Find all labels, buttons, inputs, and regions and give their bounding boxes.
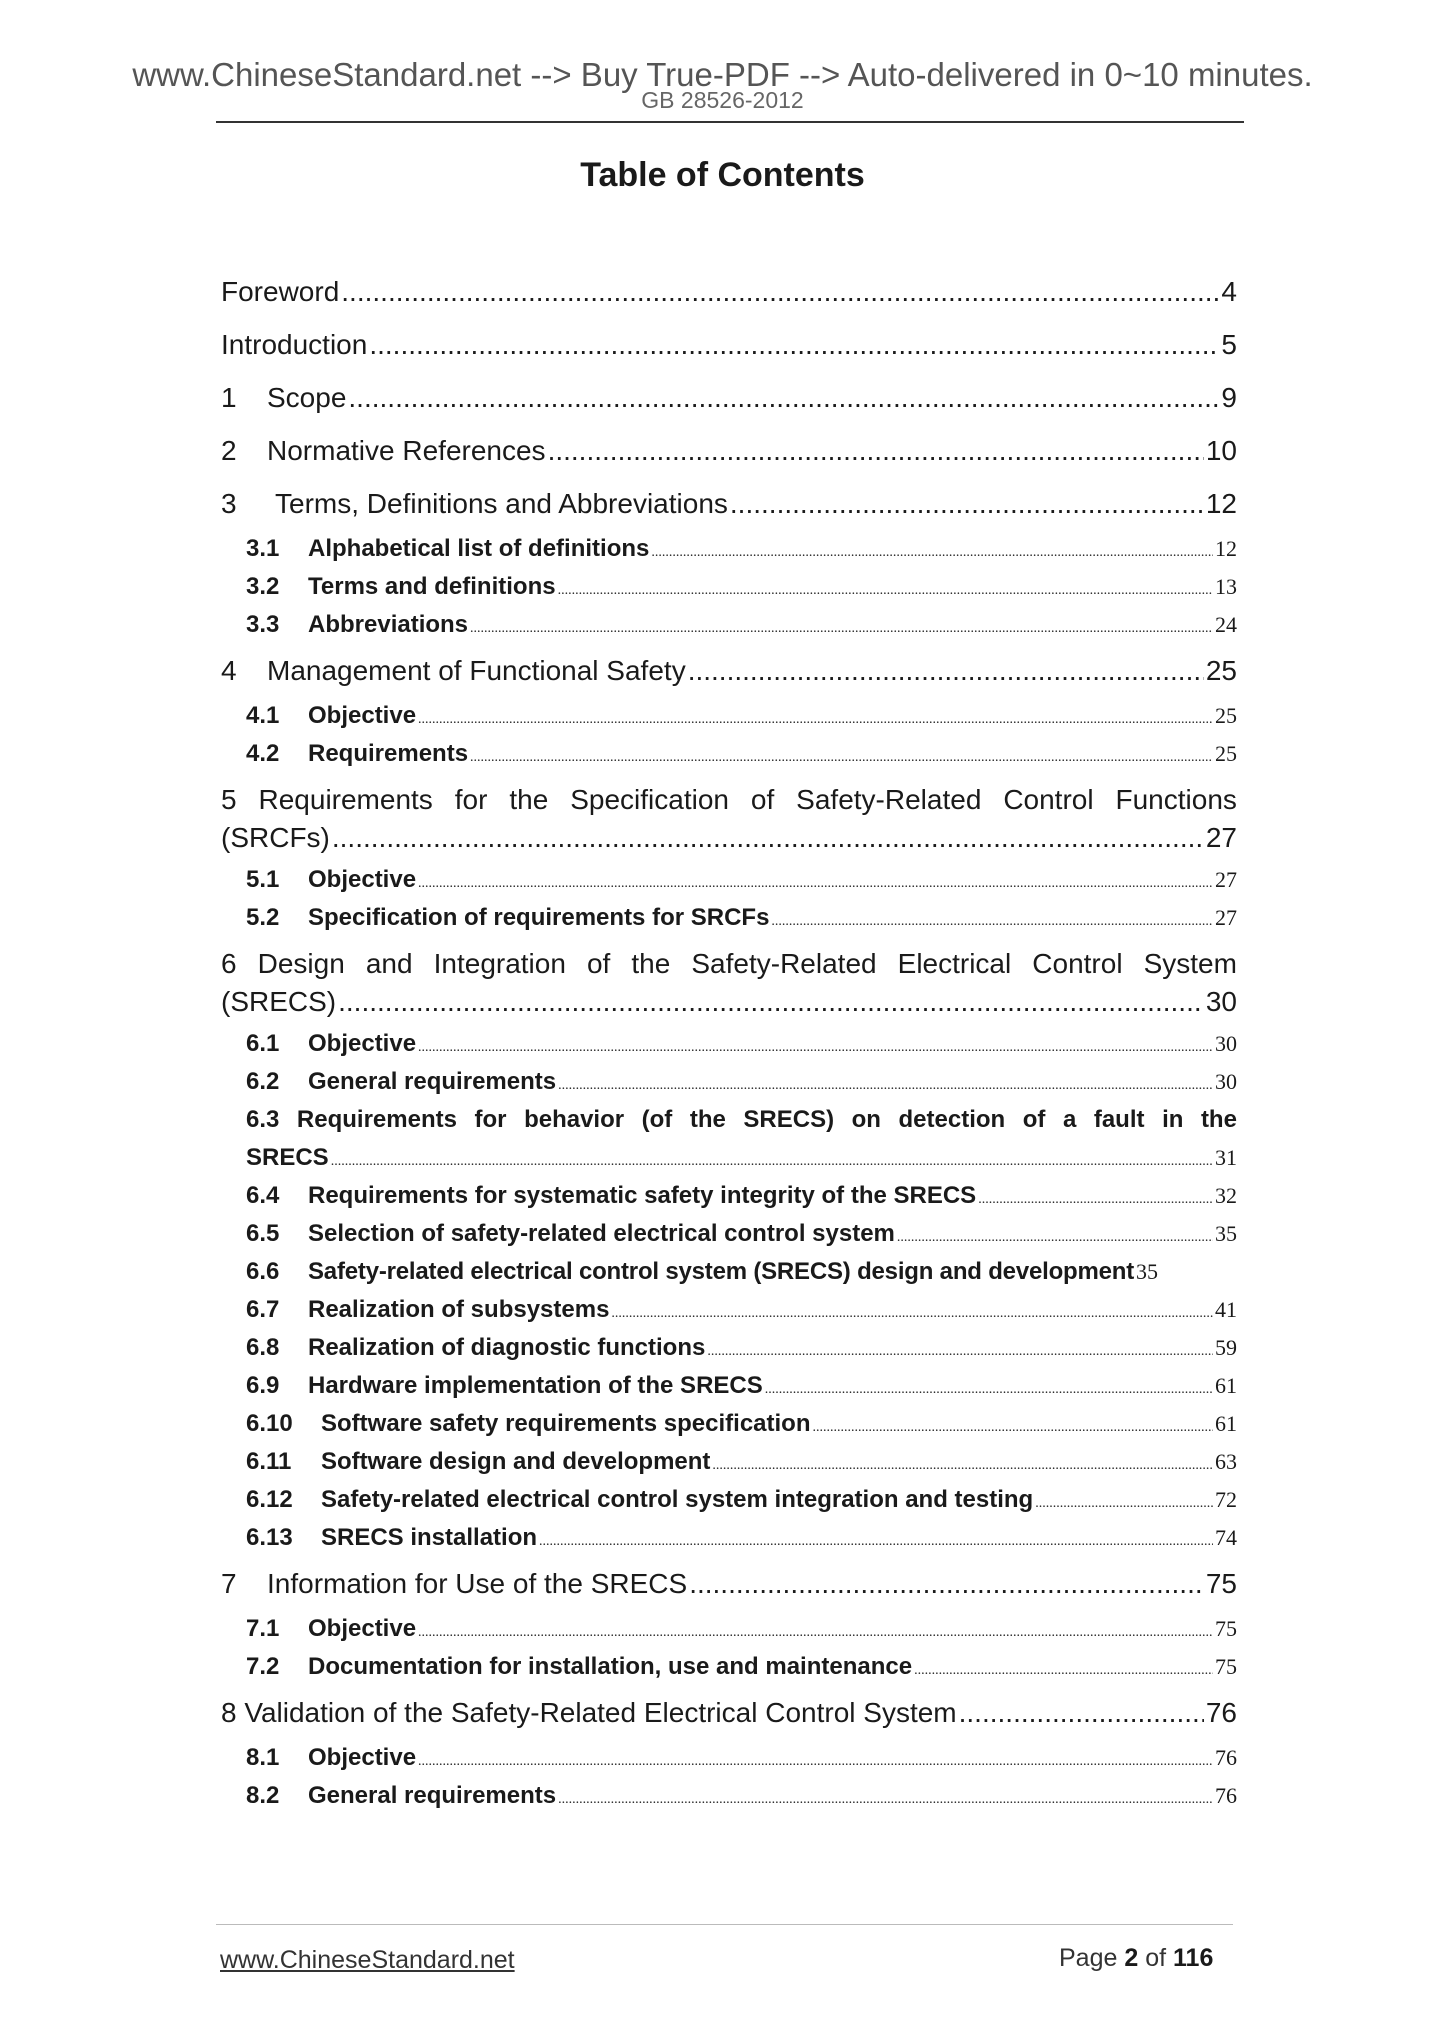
toc-entry-6-5[interactable] xyxy=(221,1215,1237,1253)
toc-entry-6-2[interactable] xyxy=(221,1063,1237,1101)
toc-page: 63 xyxy=(1215,1449,1237,1474)
toc-label: Introduction xyxy=(221,329,368,360)
toc-word: Safety-Related xyxy=(691,948,877,979)
toc-label: Requirements xyxy=(308,740,469,767)
toc-entry-foreword[interactable] xyxy=(221,265,1237,318)
toc-label: 8 Validation of the Safety-Related Electrical Control System xyxy=(221,1697,957,1728)
toc-label: Foreword xyxy=(221,276,340,307)
toc-word: System xyxy=(1143,948,1237,979)
dot-leader xyxy=(369,318,1219,371)
toc-page: 75 xyxy=(1215,1654,1237,1679)
toc-label: Objective xyxy=(308,866,417,893)
toc-entry-line xyxy=(221,983,1237,1021)
toc-number: 4.2 xyxy=(246,740,280,767)
dot-leader xyxy=(418,701,1213,739)
toc-number: 6.5 xyxy=(246,1220,280,1247)
toc-page: 9 xyxy=(1221,382,1237,413)
toc-page: 24 xyxy=(1215,612,1237,637)
toc-entry-line xyxy=(221,819,1237,857)
toc-number: 7.2 xyxy=(246,1653,280,1680)
toc-page: 13 xyxy=(1215,574,1237,599)
toc-word: (of xyxy=(641,1106,673,1133)
toc-word: Integration xyxy=(433,948,566,979)
dot-leader xyxy=(558,1781,1213,1819)
dot-leader xyxy=(470,739,1213,777)
toc-page: 35 xyxy=(1136,1259,1159,1284)
page-indicator xyxy=(1059,1946,1213,1971)
dot-leader xyxy=(418,1029,1213,1067)
toc-word: Specification xyxy=(570,784,729,815)
dot-leader xyxy=(470,610,1213,648)
toc-label: Alphabetical list of definitions xyxy=(308,535,650,562)
toc-entry-6-10[interactable] xyxy=(221,1405,1237,1443)
toc-word: Control xyxy=(1003,784,1094,815)
toc-number: 5 xyxy=(221,784,237,815)
toc-word: Functions xyxy=(1115,784,1237,815)
toc-word: of xyxy=(750,784,775,815)
toc-word: Design xyxy=(257,948,345,979)
toc-number: 6.11 xyxy=(246,1448,292,1475)
toc-entry-7-2[interactable] xyxy=(221,1648,1237,1686)
toc-page: 30 xyxy=(1215,1069,1237,1094)
toc-word: the xyxy=(631,948,671,979)
toc-entry-8-2[interactable] xyxy=(221,1777,1237,1815)
toc-word: Requirements xyxy=(296,1106,457,1133)
toc-page: 59 xyxy=(1215,1335,1237,1360)
toc-word: for xyxy=(474,1106,507,1133)
dot-leader xyxy=(539,1523,1213,1561)
toc-page: 25 xyxy=(1215,741,1237,766)
toc-label: Specification of requirements for SRCFs xyxy=(308,904,770,931)
toc-page: 76 xyxy=(1215,1745,1237,1770)
toc-page: 27 xyxy=(1205,822,1237,853)
toc-entry-6-6[interactable] xyxy=(221,1253,1237,1291)
toc-number: 6.3 xyxy=(246,1106,280,1133)
dot-leader xyxy=(348,371,1219,424)
toc-page: 30 xyxy=(1215,1031,1237,1056)
toc-number: 6.12 xyxy=(246,1486,293,1513)
toc-page: 4 xyxy=(1221,276,1237,307)
footer-site-link[interactable]: www.ChineseStandard.net xyxy=(220,1946,515,1974)
toc-number: 3.3 xyxy=(246,611,280,638)
toc-entry-6-8[interactable] xyxy=(221,1329,1237,1367)
toc-word: behavior xyxy=(524,1106,625,1133)
toc-number: 5.1 xyxy=(246,866,280,893)
dot-leader xyxy=(730,477,1204,530)
toc-entry-5[interactable] xyxy=(221,781,1237,857)
toc-label: (SRCFs) xyxy=(221,822,330,853)
toc-label: Realization of subsystems xyxy=(308,1296,610,1323)
dot-leader xyxy=(688,644,1204,697)
toc-label: Selection of safety-related electrical control system xyxy=(308,1220,895,1247)
toc-number: 6.2 xyxy=(246,1068,280,1095)
toc-word: and xyxy=(365,948,413,979)
toc-page: 31 xyxy=(1215,1145,1237,1170)
toc-word: in xyxy=(1162,1106,1184,1133)
page-title: Table of Contents xyxy=(580,156,865,194)
toc-label: Objective xyxy=(308,1615,417,1642)
toc-page: 76 xyxy=(1215,1783,1237,1808)
toc-word: a xyxy=(1062,1106,1077,1133)
toc-number: 3 xyxy=(221,488,237,519)
toc-word: fault xyxy=(1093,1106,1145,1133)
toc-number: 6.4 xyxy=(246,1182,280,1209)
dot-leader xyxy=(978,1181,1213,1219)
current-page-number: 2 xyxy=(1124,1944,1139,1972)
header-divider xyxy=(216,121,1244,123)
dot-leader xyxy=(689,1557,1204,1610)
toc-word: detection xyxy=(898,1106,1006,1133)
toc-page: 5 xyxy=(1221,329,1237,360)
toc-entry-7-1[interactable] xyxy=(221,1610,1237,1648)
toc-number: 1 xyxy=(221,382,237,413)
toc-entry-7[interactable] xyxy=(221,1557,1237,1610)
dot-leader xyxy=(558,1067,1213,1105)
dot-leader xyxy=(651,534,1213,572)
toc-label: Requirements for systematic safety integrity of the SRECS xyxy=(308,1182,977,1209)
toc-word: Electrical xyxy=(897,948,1012,979)
dot-leader xyxy=(338,983,1204,1021)
toc-word: the xyxy=(1200,1106,1237,1133)
toc-label: General requirements xyxy=(308,1782,557,1809)
toc-label: Objective xyxy=(308,1744,417,1771)
toc-entry-3-1[interactable] xyxy=(221,530,1237,568)
dot-leader xyxy=(611,1295,1213,1333)
toc-number: 8.2 xyxy=(246,1782,280,1809)
toc-page: 75 xyxy=(1215,1616,1237,1641)
toc-entry-4-2[interactable] xyxy=(221,735,1237,773)
toc-entry-4[interactable] xyxy=(221,644,1237,697)
toc-label: Management of Functional Safety xyxy=(267,655,686,686)
toc-page: 72 xyxy=(1215,1487,1237,1512)
toc-page: 12 xyxy=(1215,536,1237,561)
toc-number: 6.9 xyxy=(246,1372,280,1399)
header-banner: www.ChineseStandard.net --> Buy True-PDF --> Auto-delivered in 0~10 minutes. xyxy=(132,56,1313,93)
toc-number: 7 xyxy=(221,1568,237,1599)
toc-entry-2[interactable] xyxy=(221,424,1237,477)
toc-page: 75 xyxy=(1205,1568,1237,1599)
page-indicator-of: of xyxy=(1145,1944,1167,1972)
toc-label: Objective xyxy=(308,1030,417,1057)
dot-leader xyxy=(712,1447,1213,1485)
toc-entry-line xyxy=(221,781,1237,819)
toc-label: (SRECS) xyxy=(221,986,337,1017)
toc-number: 6.7 xyxy=(246,1296,280,1323)
dot-leader xyxy=(914,1652,1213,1690)
dot-leader xyxy=(418,865,1213,903)
toc-number: 7.1 xyxy=(246,1615,280,1642)
toc-entry-1[interactable] xyxy=(221,371,1237,424)
toc-entry-line xyxy=(221,945,1237,983)
dot-leader xyxy=(418,1614,1213,1652)
toc-entry-5-1[interactable] xyxy=(221,861,1237,899)
toc-word: for xyxy=(454,784,488,815)
toc-entry-6-1[interactable] xyxy=(221,1025,1237,1063)
toc-entry-3-3[interactable] xyxy=(221,606,1237,644)
toc-entry-4-1[interactable] xyxy=(221,697,1237,735)
dot-leader xyxy=(558,572,1213,610)
toc-entry-line xyxy=(221,1101,1237,1139)
toc-entry-8-1[interactable] xyxy=(221,1739,1237,1777)
standard-code: GB 28526-2012 xyxy=(641,87,804,113)
toc-entry-6-3[interactable] xyxy=(221,1101,1237,1177)
toc-label: SRECS installation xyxy=(321,1524,538,1551)
toc-page: 41 xyxy=(1215,1297,1237,1322)
toc-number: 2 xyxy=(221,435,237,466)
dot-leader xyxy=(897,1219,1213,1257)
toc-entry-5-2[interactable] xyxy=(221,899,1237,937)
dot-leader xyxy=(331,1143,1213,1181)
toc-page: 35 xyxy=(1215,1221,1237,1246)
toc-label: Documentation for installation, use and maintenance xyxy=(308,1653,913,1680)
dot-leader xyxy=(771,903,1213,941)
toc-label: Terms, Definitions and Abbreviations xyxy=(275,488,728,519)
toc-entry-6-12[interactable] xyxy=(221,1481,1237,1519)
toc-number: 3.2 xyxy=(246,573,280,600)
toc-word: the xyxy=(509,784,549,815)
dot-leader xyxy=(959,1686,1204,1739)
toc-entry-6-7[interactable] xyxy=(221,1291,1237,1329)
toc-entry-line xyxy=(221,1139,1237,1177)
toc-page: 32 xyxy=(1215,1183,1237,1208)
dot-leader xyxy=(332,819,1204,857)
toc-label: Realization of diagnostic functions xyxy=(308,1334,706,1361)
dot-leader xyxy=(1035,1485,1213,1523)
table-of-contents xyxy=(221,265,1237,1815)
toc-label: Software design and development xyxy=(321,1448,711,1475)
toc-page: 61 xyxy=(1215,1411,1237,1436)
toc-number: 4.1 xyxy=(246,702,280,729)
toc-number: 3.1 xyxy=(246,535,280,562)
dot-leader xyxy=(548,424,1204,477)
toc-word: on xyxy=(851,1106,881,1133)
toc-entry-6-13[interactable] xyxy=(221,1519,1237,1557)
dot-leader xyxy=(341,265,1219,318)
toc-label: General requirements xyxy=(308,1068,557,1095)
toc-page: 25 xyxy=(1215,703,1237,728)
toc-page: 27 xyxy=(1215,905,1237,930)
toc-page: 74 xyxy=(1215,1525,1237,1550)
toc-word: Control xyxy=(1032,948,1123,979)
toc-entry-6-4[interactable] xyxy=(221,1177,1237,1215)
dot-leader xyxy=(765,1371,1213,1409)
toc-word: of xyxy=(586,948,611,979)
toc-entry-3-2[interactable] xyxy=(221,568,1237,606)
dot-leader xyxy=(813,1409,1214,1447)
toc-page: 27 xyxy=(1215,867,1237,892)
dot-leader xyxy=(418,1743,1213,1781)
toc-entry-6-9[interactable] xyxy=(221,1367,1237,1405)
toc-number: 6 xyxy=(221,948,237,979)
toc-label: Abbreviations xyxy=(308,611,469,638)
toc-number: 6.13 xyxy=(246,1524,293,1551)
toc-word: the xyxy=(689,1106,726,1133)
toc-word: Safety-Related xyxy=(796,784,982,815)
toc-label: SRECS xyxy=(246,1144,329,1171)
toc-number: 6.10 xyxy=(246,1410,293,1437)
toc-label: Hardware implementation of the SRECS xyxy=(308,1372,763,1399)
toc-label: Terms and definitions xyxy=(308,573,556,600)
toc-number: 6.1 xyxy=(246,1030,280,1057)
toc-number: 6.8 xyxy=(246,1334,280,1361)
toc-word: of xyxy=(1022,1106,1046,1133)
toc-page: 76 xyxy=(1205,1697,1237,1728)
toc-page: 61 xyxy=(1215,1373,1237,1398)
toc-label: Objective xyxy=(308,702,417,729)
toc-page: 10 xyxy=(1205,435,1237,466)
toc-entry-6[interactable] xyxy=(221,945,1237,1021)
toc-label: Safety-related electrical control system (SRECS) design and development xyxy=(308,1258,1135,1285)
toc-page: 12 xyxy=(1205,488,1237,519)
toc-number: 4 xyxy=(221,655,237,686)
toc-label: Normative References xyxy=(267,435,546,466)
toc-number: 6.6 xyxy=(246,1258,280,1285)
toc-label: Safety-related electrical control system integration and testing xyxy=(321,1486,1034,1513)
toc-entry-3[interactable] xyxy=(221,477,1237,530)
toc-entry-introduction[interactable] xyxy=(221,318,1237,371)
total-page-count: 116 xyxy=(1173,1944,1214,1972)
page-indicator-prefix: Page xyxy=(1059,1944,1118,1972)
toc-number: 5.2 xyxy=(246,904,280,931)
footer-divider xyxy=(216,1924,1233,1925)
dot-leader xyxy=(707,1333,1213,1371)
toc-page: 25 xyxy=(1205,655,1237,686)
toc-label: Software safety requirements specification xyxy=(321,1410,811,1437)
toc-entry-6-11[interactable] xyxy=(221,1443,1237,1481)
toc-label: Information for Use of the SRECS xyxy=(267,1568,688,1599)
toc-word: Requirements xyxy=(258,784,433,815)
toc-label: Scope xyxy=(267,382,347,413)
toc-number: 8.1 xyxy=(246,1744,280,1771)
toc-page: 30 xyxy=(1205,986,1237,1017)
toc-entry-8[interactable] xyxy=(221,1686,1237,1739)
toc-word: SRECS) xyxy=(743,1106,835,1133)
